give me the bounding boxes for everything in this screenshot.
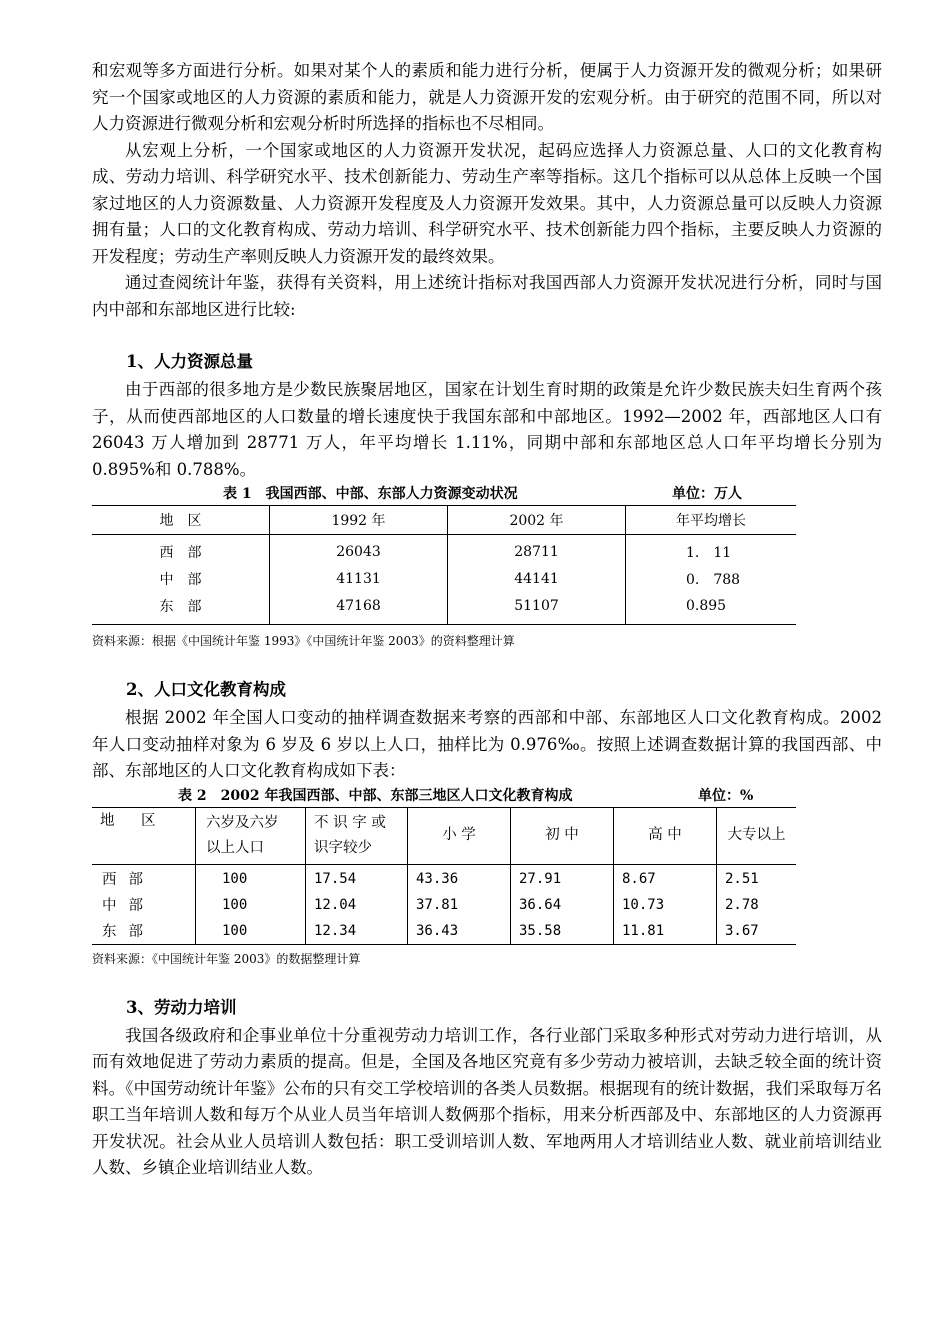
table-cell: 47168 xyxy=(270,592,448,625)
table-cell: 3.67 xyxy=(717,918,797,945)
table-1 xyxy=(92,505,796,625)
table-row xyxy=(92,592,796,625)
table-2-header-college: 大专以上 xyxy=(717,807,797,864)
table-2-header-illiterate xyxy=(306,807,408,864)
table-row xyxy=(92,918,796,945)
section-heading-3: 3、劳动力培训 xyxy=(126,997,237,1017)
table-cell: 37.81 xyxy=(408,892,511,918)
table-1-caption xyxy=(92,483,882,505)
table-1-header: 2002 年 xyxy=(448,506,626,535)
table-2-header-primary: 小 学 xyxy=(408,807,511,864)
table-2-header-population xyxy=(196,807,306,864)
table-cell: 2.51 xyxy=(725,870,759,887)
table-cell: 东部 xyxy=(92,918,196,945)
section-3-body: 我国各级政府和企事业单位十分重视劳动力培训工作，各行业部门采取多种形式对劳动力进行培训，从而有效地促进了劳动力素质的提高。但是，全国及各地区究竟有多少劳动力被培训，去缺乏较全面的统计资料。《中国劳动统计年鉴》公布的只有交工学校培训的各类人员数据。根据现有的统计数据，我们采取每万名职工当年培训人数和每万个从业人员当年培训人数俩那个指标，用来分析西部及中、东部地区的人力资源再开发状况。社会从业人员培训人数包括：职工受训培训人数、军地两用人才培训结业人数、就业前培训结业人数、乡镇企业培训结业人数。 xyxy=(92,1025,882,1177)
paragraph-macro-analysis: 从宏观上分析，一个国家或地区的人力资源开发状况，起码应选择人力资源总量、人口的文化教育构成、劳动力培训、科学研究水平、技术创新能力、劳动生产率等指标。这几个指标可以从总体上反映一个国家过地区的人力资源数量、人力资源开发程度及人力资源开发效果。其中，人力资源总量可以反映人力资源拥有量；人口的文化教育构成、劳动力培训、科学研究水平、技术创新能力四个指标，主要反映人力资源的开发程度；劳动生产率则反映人力资源开发的最终效果。 xyxy=(92,140,882,266)
section-heading-2: 2、人口文化教育构成 xyxy=(126,680,286,699)
table-cell: 27.91 xyxy=(511,864,614,892)
table-cell: 西部 xyxy=(92,864,196,892)
table-2-unit: 单位：% xyxy=(698,787,754,804)
section-1-body: 由于西部的很多地方是少数民族聚居地区，国家在计划生育时期的政策是允许少数民族夫妇生育两个孩子，从而使西部地区的人口数量的增长速度快于我国东部和中部地区。1992—2002 年，西部地区人口有 26043 万人增加到 28771 万人，年平均增长 1.11%，同期中部和东部地区总人口年平均增长分别为 0.895%和 0.788%。 xyxy=(92,380,882,479)
section-2-body: 根据 2002 年全国人口变动的抽样调查数据来考察的西部和中部、东部地区人口文化教育构成。2002 年人口变动抽样对象为 6 岁及 6 岁以上人口，抽样比为 0.976‰。按照上述调查数据计算的我国西部、中部、东部地区的人口文化教育构成如下表： xyxy=(92,708,882,780)
table-cell: 35.58 xyxy=(511,918,614,945)
table-1-unit: 单位：万人 xyxy=(672,486,742,502)
paragraph-method: 通过查阅统计年鉴，获得有关资料，用上述统计指标对我国西部人力资源开发状况进行分析，同时与国内中部和东部地区进行比较: xyxy=(92,273,882,319)
table-2-caption xyxy=(92,785,882,807)
table-2-header-region xyxy=(92,807,196,864)
table-2 xyxy=(92,807,796,945)
table-2-header-line: 不 识 字 或 xyxy=(314,814,386,831)
table-cell: 26043 xyxy=(270,535,448,566)
table-cell: 44141 xyxy=(448,565,626,592)
table-2-header-junior: 初 中 xyxy=(511,807,614,864)
section-heading-1: 1、人力资源总量 xyxy=(126,352,253,371)
table-2-header-senior: 高 中 xyxy=(614,807,717,864)
table-cell: 12.34 xyxy=(306,918,408,945)
table-row xyxy=(92,892,796,918)
table-cell: 100 xyxy=(196,918,306,945)
table-cell: 8.67 xyxy=(614,864,717,892)
table-cell: 100 xyxy=(196,864,306,892)
table-cell: 中 部 xyxy=(92,565,270,592)
table-cell: 2.78 xyxy=(725,896,759,913)
table-cell: 41131 xyxy=(270,565,448,592)
table-cell: 东 部 xyxy=(92,592,270,625)
table-cell: 西 部 xyxy=(92,535,270,566)
table-cell: 36.43 xyxy=(408,918,511,945)
table-cell: 1. 11 xyxy=(686,544,732,561)
table-cell: 28711 xyxy=(448,535,626,566)
table-cell: 51107 xyxy=(448,592,626,625)
table-2-header-line: 以上人口 xyxy=(206,839,264,856)
table-cell: 10.73 xyxy=(614,892,717,918)
table-2-header-line: 六岁及六岁 xyxy=(206,814,279,831)
table-cell: 100 xyxy=(196,892,306,918)
table-1-header: 1992 年 xyxy=(270,506,448,535)
table-row xyxy=(92,565,796,592)
table-2-source: 资料来源：《中国统计年鉴 2003》的数据整理计算 xyxy=(92,951,361,966)
table-2-title: 表 2 2002 年我国西部、中部、东部三地区人口文化教育构成 xyxy=(178,787,573,804)
table-cell: 17.54 xyxy=(306,864,408,892)
table-cell: 36.64 xyxy=(511,892,614,918)
paragraph-intro: 和宏观等多方面进行分析。如果对某个人的素质和能力进行分析，便属于人力资源开发的微观分析；如果研究一个国家或地区的人力资源的素质和能力，就是人力资源开发的宏观分析。由于研究的范围不同，所以对人力资源进行微观分析和宏观分析时所选择的指标也不尽相同。 xyxy=(92,61,882,133)
table-cell: 12.04 xyxy=(306,892,408,918)
table-cell: 中部 xyxy=(92,892,196,918)
document-page xyxy=(92,58,882,1182)
table-cell: 43.36 xyxy=(408,864,511,892)
table-2-header-line: 识字较少 xyxy=(314,839,372,856)
table-1-title: 表 1 我国西部、中部、东部人力资源变动状况 xyxy=(223,486,518,502)
table-row xyxy=(92,864,796,892)
table-cell: 0. 788 xyxy=(686,571,741,588)
table-cell: 11.81 xyxy=(614,918,717,945)
table-2-header-region-label: 地 区 xyxy=(100,812,162,829)
table-row xyxy=(92,535,796,566)
table-1-source: 资料来源：根据《中国统计年鉴 1993》《中国统计年鉴 2003》的资料整理计算 xyxy=(92,634,515,648)
table-1-header: 年平均增长 xyxy=(626,506,797,535)
table-1-header: 地 区 xyxy=(92,506,270,535)
table-cell: 0.895 xyxy=(626,592,797,625)
